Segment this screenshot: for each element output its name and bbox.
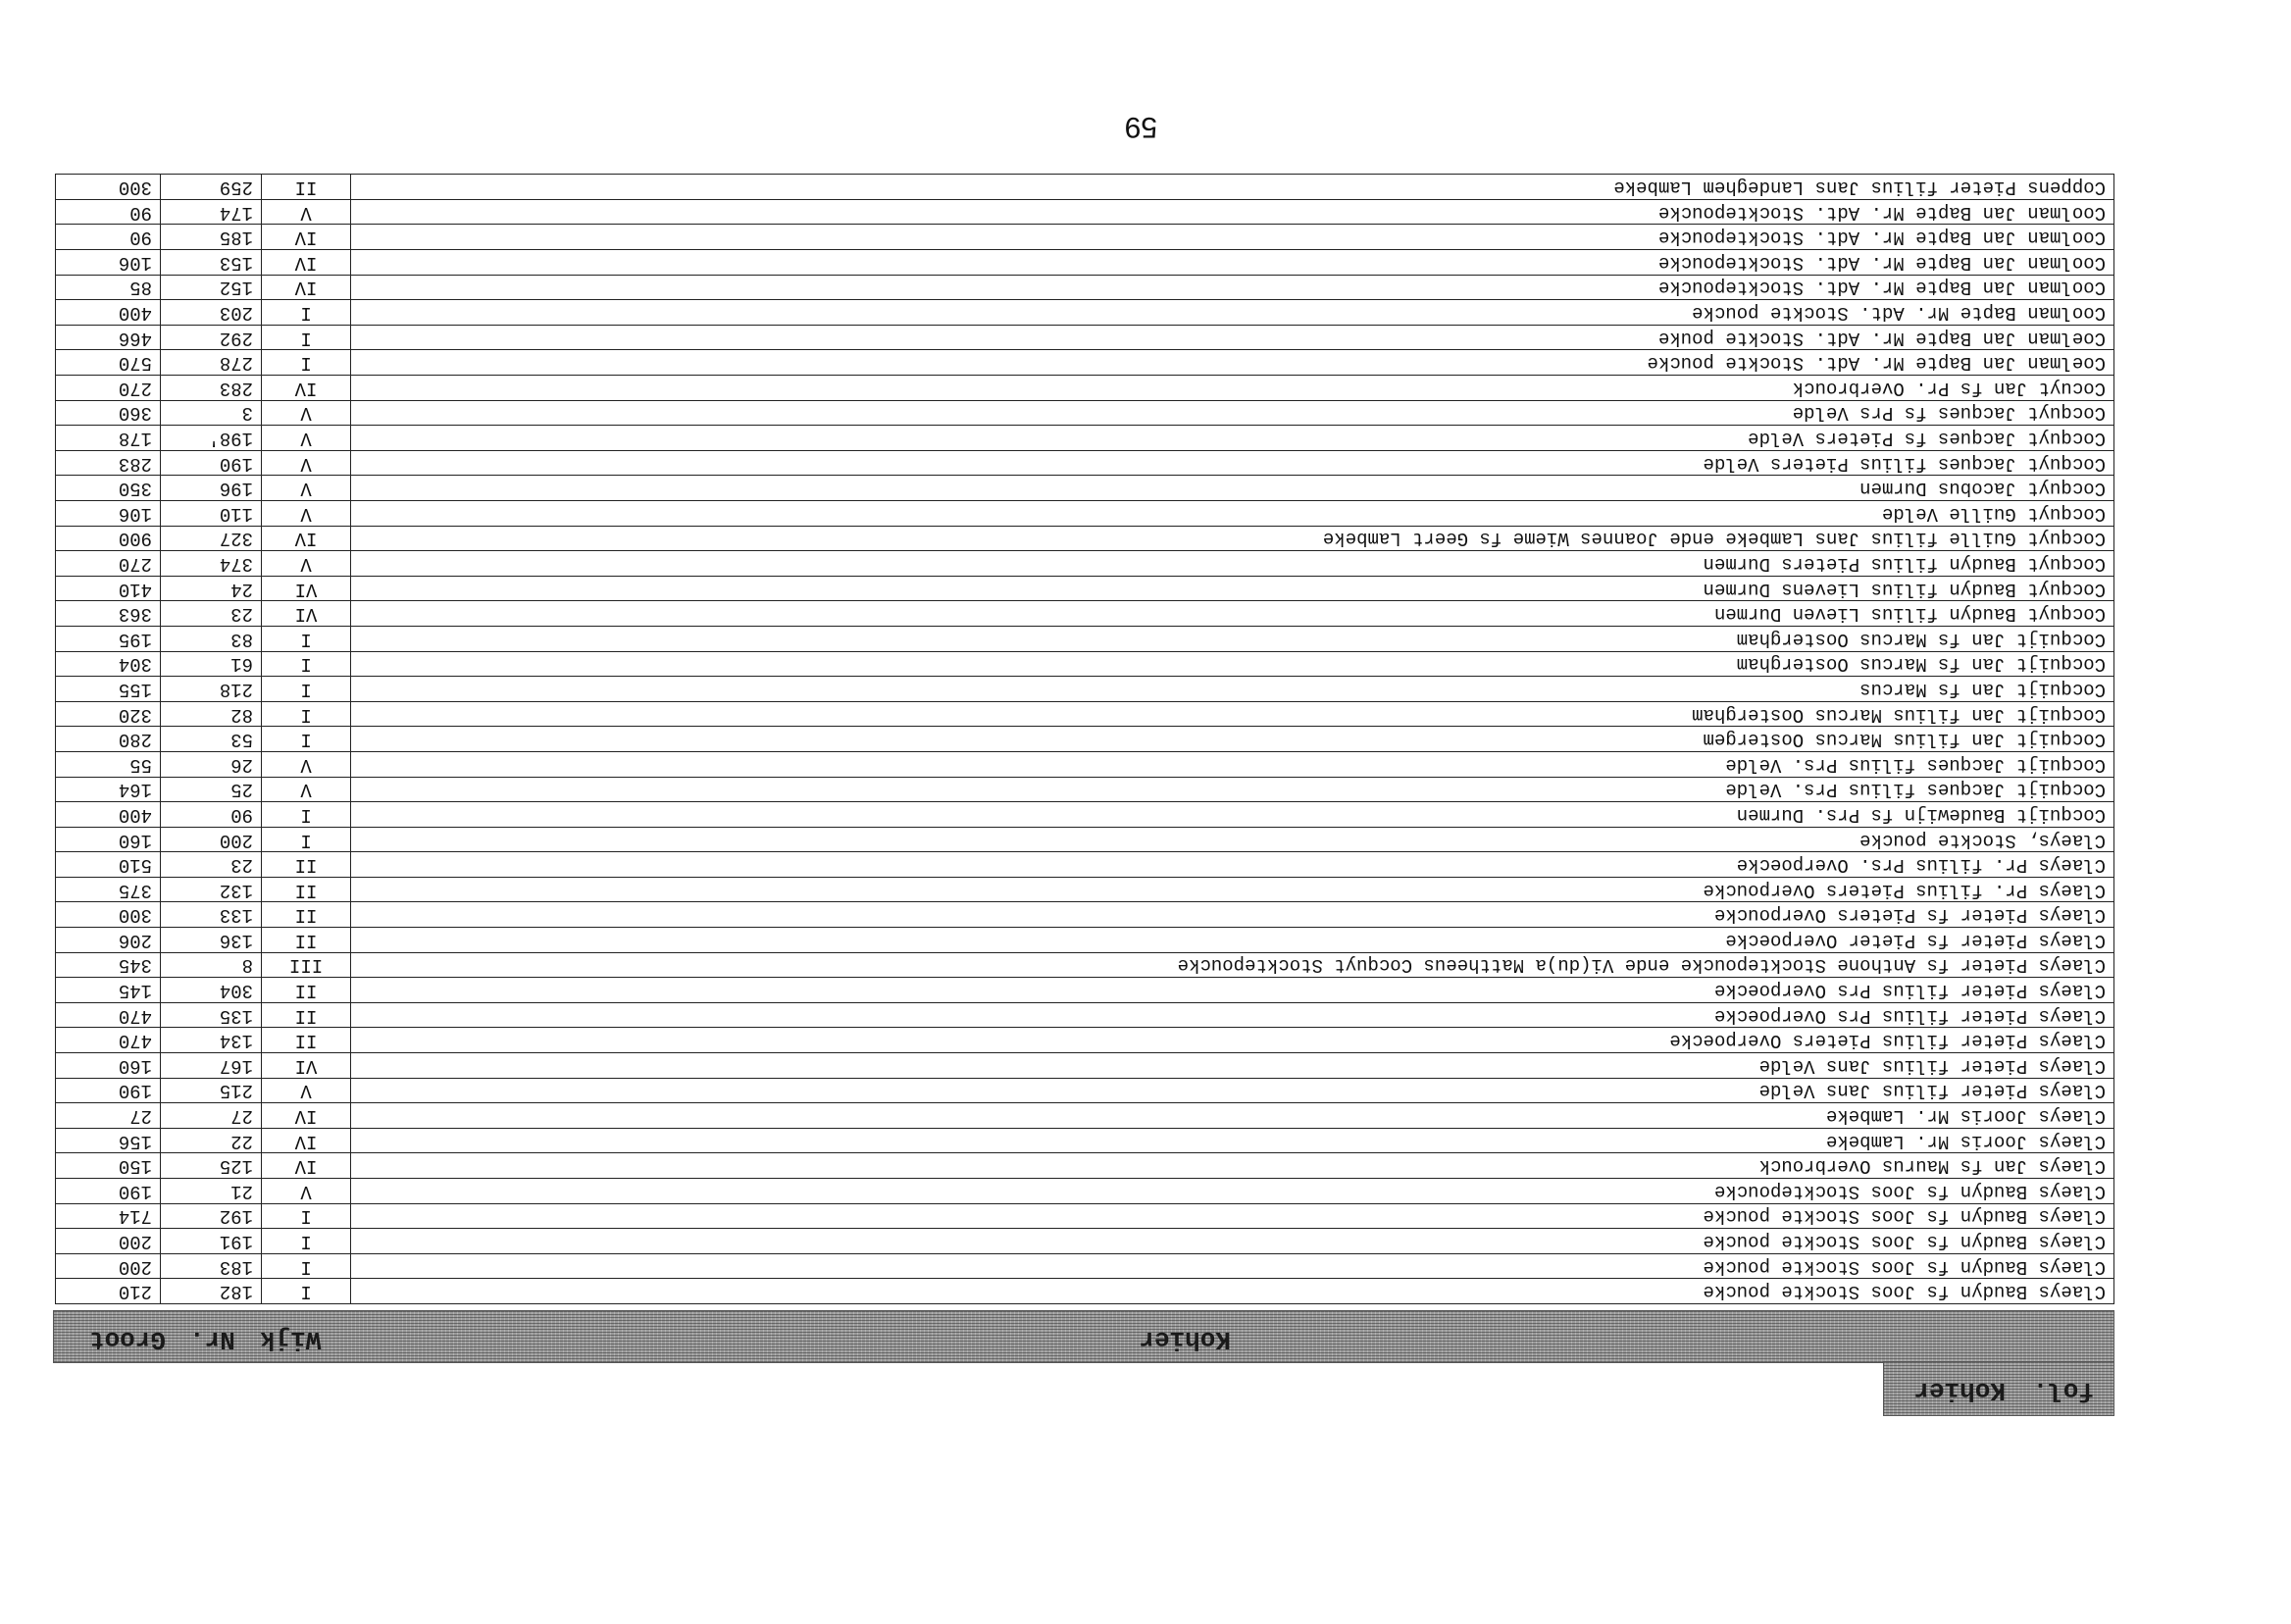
- row-name: Claeys Baudyn fs Joos Stockte poucke: [351, 1229, 2114, 1254]
- row-groot: 155: [56, 677, 161, 702]
- row-nr: 174: [161, 199, 262, 225]
- row-wijk: I: [262, 677, 351, 702]
- row-wijk: VI: [262, 1053, 351, 1079]
- row-wijk: V: [262, 1179, 351, 1204]
- row-nr: 133: [161, 902, 262, 928]
- table-row: [56, 978, 2114, 1003]
- table-row: [56, 450, 2114, 476]
- row-name: Cocquijt Jan filius Marcus Oostergem: [351, 727, 2114, 752]
- row-name: Claeys Pieter filius Jans Velde: [351, 1078, 2114, 1103]
- row-name: Claeys Baudyn fs Joos Stockte poucke: [351, 1279, 2114, 1304]
- row-nr: 136: [161, 928, 262, 953]
- table-row: [56, 1253, 2114, 1279]
- table-row: [56, 1229, 2114, 1254]
- row-groot: 27: [56, 1103, 161, 1129]
- row-wijk: I: [262, 325, 351, 350]
- row-nr: 8: [161, 952, 262, 978]
- subheader-kohier: Kohier: [1913, 1376, 2006, 1405]
- row-groot: 400: [56, 300, 161, 326]
- table-row: [56, 877, 2114, 902]
- row-groot: 55: [56, 751, 161, 777]
- row-groot: 164: [56, 777, 161, 802]
- row-name: Coolman Jan Bapte Mr. Adt. Stocktepoucke: [351, 250, 2114, 276]
- table-row: [56, 199, 2114, 225]
- row-name: Claeys Pieter fs Anthone Stocktepoucke ende Vi(du)a Mattheeus Cocquyt Stocktepoucke: [351, 952, 2114, 978]
- row-groot: 363: [56, 601, 161, 627]
- row-groot: 150: [56, 1153, 161, 1179]
- row-groot: 410: [56, 576, 161, 601]
- row-wijk: VI: [262, 576, 351, 601]
- row-name: Claeys Pieter fs Pieters Overpoucke: [351, 902, 2114, 928]
- table-row: [56, 350, 2114, 376]
- row-nr: 27: [161, 1103, 262, 1129]
- row-nr: 23: [161, 601, 262, 627]
- table-row: [56, 501, 2114, 527]
- row-name: Claeys Pr. filius Pieters Overpoucke: [351, 877, 2114, 902]
- row-name: Claeys Baudyn fs Joos Stockte poucke: [351, 1253, 2114, 1279]
- row-wijk: IV: [262, 250, 351, 276]
- row-wijk: IV: [262, 275, 351, 300]
- row-wijk: V: [262, 476, 351, 501]
- row-wijk: I: [262, 1279, 351, 1304]
- row-wijk: IV: [262, 526, 351, 551]
- row-nr: 192: [161, 1203, 262, 1229]
- row-groot: 466: [56, 325, 161, 350]
- row-nr: 191: [161, 1229, 262, 1254]
- row-name: Cocquijt Jan fs Marcus: [351, 677, 2114, 702]
- row-name: Cocquijt Jan fs Marcus Oostergham: [351, 651, 2114, 677]
- row-nr: 183: [161, 1253, 262, 1279]
- table-row: [56, 551, 2114, 577]
- table-subheader-bar: [1883, 1361, 2114, 1416]
- row-name: Claeys Pieter filius Jans Velde: [351, 1053, 2114, 1079]
- row-groot: 510: [56, 852, 161, 878]
- table-row: [56, 1179, 2114, 1204]
- row-wijk: V: [262, 551, 351, 577]
- row-name: Claeys Jan fs Maurus Overbrouck: [351, 1153, 2114, 1179]
- row-nr: 134: [161, 1028, 262, 1053]
- row-groot: 160: [56, 1053, 161, 1079]
- row-nr: 304: [161, 978, 262, 1003]
- row-name: Coolman Jan Bapte Mr. Adt. Stocktepoucke: [351, 199, 2114, 225]
- row-wijk: IV: [262, 1103, 351, 1129]
- table-row: [56, 400, 2114, 426]
- row-wijk: V: [262, 450, 351, 476]
- table-row: [56, 426, 2114, 451]
- table-row: [56, 1078, 2114, 1103]
- row-groot: 714: [56, 1203, 161, 1229]
- row-nr: 21: [161, 1179, 262, 1204]
- row-wijk: II: [262, 877, 351, 902]
- table-row: [56, 777, 2114, 802]
- row-name: Claeys, Stockte poucke: [351, 827, 2114, 852]
- row-wijk: IV: [262, 1153, 351, 1179]
- table-row: [56, 225, 2114, 250]
- table-row: [56, 626, 2114, 651]
- row-name: Cocquijt Jacques filius Prs. Velde: [351, 777, 2114, 802]
- row-groot: 106: [56, 250, 161, 276]
- row-groot: 400: [56, 802, 161, 828]
- row-wijk: V: [262, 777, 351, 802]
- table-row: [56, 852, 2114, 878]
- row-name: Claeys Baudyn fs Joos Stocktepoucke: [351, 1179, 2114, 1204]
- row-name: Cocquijt Jan fs Marcus Oostergham: [351, 626, 2114, 651]
- table-row: [56, 250, 2114, 276]
- row-groot: 200: [56, 1253, 161, 1279]
- row-nr: 215: [161, 1078, 262, 1103]
- row-wijk: I: [262, 827, 351, 852]
- row-wijk: I: [262, 1229, 351, 1254]
- row-groot: 106: [56, 501, 161, 527]
- row-name: Cocquyt Baudyn filius Lieven Durmen: [351, 601, 2114, 627]
- table-row: [56, 175, 2114, 200]
- row-name: Coelman Jan Bapte Mr. Adt. Stockte pouke: [351, 325, 2114, 350]
- row-groot: 210: [56, 1279, 161, 1304]
- subheader-fol: fol.: [2032, 1376, 2094, 1405]
- row-nr: 125: [161, 1153, 262, 1179]
- row-name: Claeys Baudyn fs Joos Stockte poucke: [351, 1203, 2114, 1229]
- row-nr: 218: [161, 677, 262, 702]
- header-kohier: Kohier: [1139, 1325, 1231, 1354]
- row-groot: 304: [56, 651, 161, 677]
- row-nr: 90: [161, 802, 262, 828]
- row-wijk: II: [262, 1028, 351, 1053]
- row-wijk: I: [262, 1253, 351, 1279]
- row-wijk: V: [262, 426, 351, 451]
- row-name: Cocquyt Jacobus Durmen: [351, 476, 2114, 501]
- row-groot: 206: [56, 928, 161, 953]
- row-groot: 280: [56, 727, 161, 752]
- row-groot: 200: [56, 1229, 161, 1254]
- row-name: Cocquijt Jacques filius Prs. Velde: [351, 751, 2114, 777]
- row-groot: 90: [56, 199, 161, 225]
- table-row: [56, 1128, 2114, 1153]
- row-wijk: VI: [262, 601, 351, 627]
- table-row: [56, 827, 2114, 852]
- header-nr: Nr.: [189, 1325, 235, 1354]
- row-groot: 190: [56, 1078, 161, 1103]
- row-wijk: III: [262, 952, 351, 978]
- row-nr: 198': [161, 426, 262, 451]
- row-nr: 278: [161, 350, 262, 376]
- table-row: [56, 526, 2114, 551]
- row-groot: 470: [56, 1028, 161, 1053]
- row-groot: 270: [56, 551, 161, 577]
- row-groot: 156: [56, 1128, 161, 1153]
- table-row: [56, 751, 2114, 777]
- row-groot: 570: [56, 350, 161, 376]
- table-row: [56, 701, 2114, 727]
- row-name: Claeys Jooris Mr. Lambeke: [351, 1128, 2114, 1153]
- row-wijk: II: [262, 902, 351, 928]
- table-row: [56, 601, 2114, 627]
- row-wijk: I: [262, 350, 351, 376]
- row-nr: 23: [161, 852, 262, 878]
- table-row: [56, 1053, 2114, 1079]
- row-groot: 300: [56, 175, 161, 200]
- table-row: [56, 1203, 2114, 1229]
- table-row: [56, 1028, 2114, 1053]
- table-row: [56, 1279, 2114, 1304]
- row-nr: 327: [161, 526, 262, 551]
- row-name: Claeys Pieter fs Pieter Overpoecke: [351, 928, 2114, 953]
- row-name: Cocquyt Jacques fs Pieters Velde: [351, 426, 2114, 451]
- row-wijk: I: [262, 727, 351, 752]
- row-groot: 270: [56, 376, 161, 401]
- row-nr: 135: [161, 1002, 262, 1028]
- table-row: [56, 476, 2114, 501]
- table-row: [56, 376, 2114, 401]
- row-wijk: V: [262, 501, 351, 527]
- row-groot: 85: [56, 275, 161, 300]
- page-number: 59: [1124, 111, 1157, 143]
- row-nr: 110: [161, 501, 262, 527]
- row-wijk: V: [262, 400, 351, 426]
- row-nr: 196: [161, 476, 262, 501]
- row-wijk: I: [262, 802, 351, 828]
- row-name: Coolman Bapte Mr. Adt. Stockte poucke: [351, 300, 2114, 326]
- row-groot: 145: [56, 978, 161, 1003]
- table-row: [56, 651, 2114, 677]
- row-wijk: I: [262, 626, 351, 651]
- row-wijk: I: [262, 651, 351, 677]
- row-wijk: IV: [262, 1128, 351, 1153]
- row-nr: 24: [161, 576, 262, 601]
- row-name: Cocquyt Guille filius Jans Lambeke ende Joannes Wieme fs Geert Lambeke: [351, 526, 2114, 551]
- row-name: Claeys Pieter filius Prs Overpoecke: [351, 1002, 2114, 1028]
- row-groot: 178: [56, 426, 161, 451]
- table-row: [56, 928, 2114, 953]
- row-wijk: I: [262, 300, 351, 326]
- row-groot: 320: [56, 701, 161, 727]
- row-nr: 182: [161, 1279, 262, 1304]
- row-name: Coelman Jan Bapte Mr. Adt. Stockte poucke: [351, 350, 2114, 376]
- table-row: [56, 952, 2114, 978]
- table-row: [56, 1103, 2114, 1129]
- row-nr: 22: [161, 1128, 262, 1153]
- row-groot: 190: [56, 1179, 161, 1204]
- row-name: Coppens Pieter filius Jans Landeghem Lambeke: [351, 175, 2114, 200]
- row-name: Cocquijt Jan filius Marcus Oostergham: [351, 701, 2114, 727]
- row-groot: 195: [56, 626, 161, 651]
- table-row: [56, 325, 2114, 350]
- row-name: Cocquyt Jacques filius Pieters Velde: [351, 450, 2114, 476]
- row-groot: 345: [56, 952, 161, 978]
- row-nr: 190: [161, 450, 262, 476]
- row-wijk: II: [262, 175, 351, 200]
- row-name: Claeys Jooris Mr. Lambeke: [351, 1103, 2114, 1129]
- row-nr: 374: [161, 551, 262, 577]
- row-groot: 90: [56, 225, 161, 250]
- row-wijk: IV: [262, 225, 351, 250]
- row-wijk: II: [262, 928, 351, 953]
- row-name: Cocuyt Jan fs Pr. Overbrouck: [351, 376, 2114, 401]
- row-nr: 132: [161, 877, 262, 902]
- table-row: [56, 677, 2114, 702]
- row-groot: 160: [56, 827, 161, 852]
- row-name: Cocquyt Baudyn filius Lievens Durmen: [351, 576, 2114, 601]
- row-groot: 375: [56, 877, 161, 902]
- table-row: [56, 1153, 2114, 1179]
- row-nr: 153: [161, 250, 262, 276]
- row-wijk: II: [262, 852, 351, 878]
- row-wijk: V: [262, 199, 351, 225]
- row-groot: 470: [56, 1002, 161, 1028]
- row-name: Claeys Pr. filius Prs. Overpoecke: [351, 852, 2114, 878]
- table-row: [56, 802, 2114, 828]
- table-row: [56, 300, 2114, 326]
- row-nr: 53: [161, 727, 262, 752]
- row-nr: 61: [161, 651, 262, 677]
- row-nr: 82: [161, 701, 262, 727]
- row-nr: 185: [161, 225, 262, 250]
- row-nr: 283: [161, 376, 262, 401]
- row-groot: 360: [56, 400, 161, 426]
- row-name: Coolman Jan Bapte Mr. Adt. Stocktepoucke: [351, 275, 2114, 300]
- table-row: [56, 275, 2114, 300]
- row-groot: 350: [56, 476, 161, 501]
- table-row: [56, 727, 2114, 752]
- row-wijk: V: [262, 1078, 351, 1103]
- row-name: Cocquijt Baudewijn fs Prs. Durmen: [351, 802, 2114, 828]
- row-name: Cocquyt Baudyn filius Pieters Durmen: [351, 551, 2114, 577]
- row-name: Coolman Jan Bapte Mr. Adt. Stocktepoucke: [351, 225, 2114, 250]
- table-header-bar: [53, 1310, 2114, 1363]
- row-nr: 259: [161, 175, 262, 200]
- row-wijk: II: [262, 978, 351, 1003]
- row-nr: 203: [161, 300, 262, 326]
- table-row: [56, 1002, 2114, 1028]
- row-name: Claeys Pieter filius Prs Overpoecke: [351, 978, 2114, 1003]
- row-name: Cocquyt Jacques fs Prs Velde: [351, 400, 2114, 426]
- row-wijk: IV: [262, 376, 351, 401]
- row-nr: 292: [161, 325, 262, 350]
- row-wijk: I: [262, 701, 351, 727]
- row-nr: 26: [161, 751, 262, 777]
- row-nr: 83: [161, 626, 262, 651]
- table-row: [56, 576, 2114, 601]
- row-name: Claeys Pieter filius Pieters Overpoecke: [351, 1028, 2114, 1053]
- row-groot: 900: [56, 526, 161, 551]
- table-row: [56, 902, 2114, 928]
- row-groot: 283: [56, 450, 161, 476]
- row-nr: 25: [161, 777, 262, 802]
- register-table: [55, 174, 2114, 1304]
- header-groot: Groot: [89, 1325, 167, 1354]
- row-wijk: II: [262, 1002, 351, 1028]
- row-nr: 3: [161, 400, 262, 426]
- header-wijk: Wijk: [260, 1325, 322, 1354]
- row-wijk: V: [262, 751, 351, 777]
- row-groot: 300: [56, 902, 161, 928]
- row-nr: 152: [161, 275, 262, 300]
- row-wijk: I: [262, 1203, 351, 1229]
- row-name: Cocquyt Guille Velde: [351, 501, 2114, 527]
- row-nr: 167: [161, 1053, 262, 1079]
- row-nr: 200: [161, 827, 262, 852]
